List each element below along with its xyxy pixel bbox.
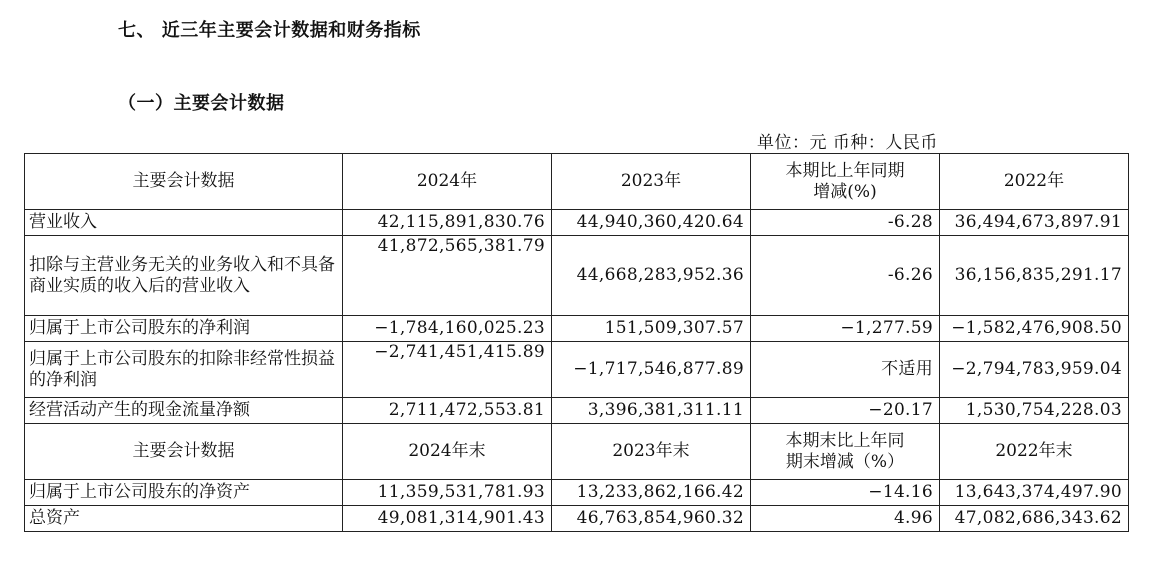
value-2023: 13,233,862,166.42 [552,480,751,506]
header-main-data: 主要会计数据 [25,424,343,480]
table-row [25,342,1129,398]
value-2024: 11,359,531,781.93 [343,480,552,506]
value-2023: 3,396,381,311.11 [552,398,751,424]
value-change: -6.28 [751,210,940,236]
row-label: 营业收入 [25,210,343,236]
table-row [25,398,1129,424]
value-2022: −2,794,783,959.04 [940,342,1129,398]
value-2023: 44,668,283,952.36 [552,236,751,316]
value-2022: 36,156,835,291.17 [940,236,1129,316]
header-2022: 2022年 [940,154,1129,210]
value-change: 不适用 [751,342,940,398]
value-change: -6.26 [751,236,940,316]
value-2024: 41,872,565,381.79 [343,236,552,316]
value-2023: −1,717,546,877.89 [552,342,751,398]
value-2024: 49,081,314,901.43 [343,506,552,532]
value-2023: 151,509,307.57 [552,316,751,342]
header-main-data: 主要会计数据 [25,154,343,210]
value-2023: 46,763,854,960.32 [552,506,751,532]
header-2022-end: 2022年末 [940,424,1129,480]
value-2024: −1,784,160,025.23 [343,316,552,342]
header-change: 本期比上年同期 增减(%) [751,154,940,210]
row-label: 归属于上市公司股东的扣除非经常性损益的净利润 [25,342,343,398]
row-label: 经营活动产生的现金流量净额 [25,398,343,424]
header-2024-end: 2024年末 [343,424,552,480]
header-change-end: 本期末比上年同 期末增减（%） [751,424,940,480]
value-2024: 2,711,472,553.81 [343,398,552,424]
header-2023-end: 2023年末 [552,424,751,480]
table-row [25,506,1129,532]
value-2022: 1,530,754,228.03 [940,398,1129,424]
value-2022: 13,643,374,497.90 [940,480,1129,506]
row-label: 扣除与主营业务无关的业务收入和不具备商业实质的收入后的营业收入 [25,236,343,316]
subsection-heading: （一）主要会计数据 [118,93,285,114]
value-2022: 36,494,673,897.91 [940,210,1129,236]
value-2024: −2,741,451,415.89 [343,342,552,398]
value-2023: 44,940,360,420.64 [552,210,751,236]
table-row [25,210,1129,236]
table1-header-row [25,154,1129,210]
value-2022: −1,582,476,908.50 [940,316,1129,342]
table2-header-row [25,424,1129,480]
row-label: 总资产 [25,506,343,532]
header-2023: 2023年 [552,154,751,210]
header-2024: 2024年 [343,154,552,210]
value-change: −1,277.59 [751,316,940,342]
section-heading: 七、 近三年主要会计数据和财务指标 [118,20,421,41]
row-label: 归属于上市公司股东的净利润 [25,316,343,342]
value-change: −20.17 [751,398,940,424]
accounting-data-table [24,153,1129,532]
table-row [25,480,1129,506]
value-2022: 47,082,686,343.62 [940,506,1129,532]
row-label: 归属于上市公司股东的净资产 [25,480,343,506]
table-row [25,316,1129,342]
value-change: −14.16 [751,480,940,506]
table-row [25,236,1129,316]
value-change: 4.96 [751,506,940,532]
value-2024: 42,115,891,830.76 [343,210,552,236]
unit-currency-note: 单位：元 币种：人民币 [757,133,938,153]
